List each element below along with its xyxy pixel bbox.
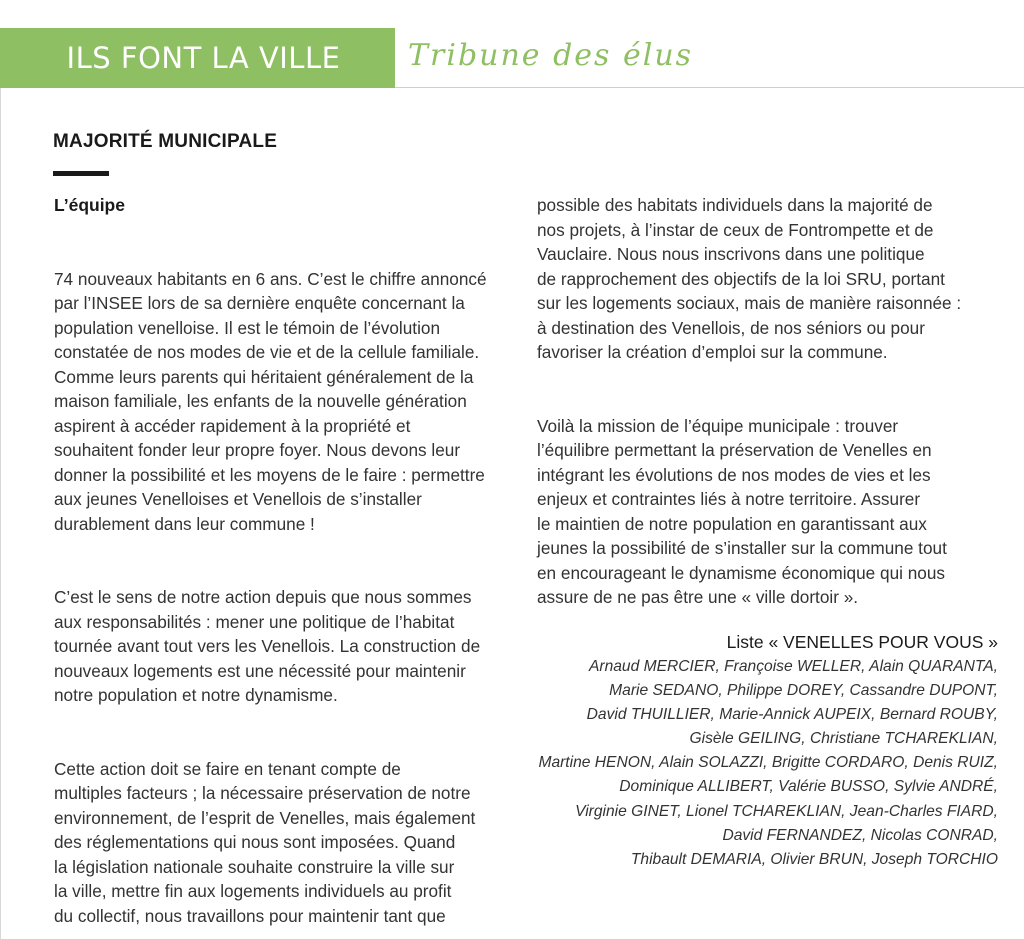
text-line: nos projets, à l’instar de ceux de Fontrompette et de bbox=[537, 219, 934, 240]
text-line: Vauclaire. Nous nous inscrivons dans une politique bbox=[537, 244, 925, 264]
text-line: David FERNANDEZ, Nicolas CONRAD, bbox=[722, 826, 998, 844]
text-line: aux responsabilités : mener une politique de l’habitat bbox=[54, 611, 455, 632]
text-line: tournée avant tout vers les Venellois. La construction de bbox=[54, 636, 481, 656]
text-line: intégrant les évolutions de nos modes de vies et les bbox=[537, 464, 931, 485]
text-line: la législation nationale souhaite construire la ville sur bbox=[54, 856, 455, 877]
right-column bbox=[537, 193, 987, 610]
text-line: Virginie GINET, Lionel TCHAREKLIAN, Jean-Charles FIARD, bbox=[575, 802, 998, 820]
text-line: la ville, mettre fin aux logements individuels au profit bbox=[54, 881, 452, 901]
text-line: Dominique ALLIBERT, Valérie BUSSO, Sylvie ANDRÉ, bbox=[619, 778, 998, 796]
text-line: Cette action doit se faire en tenant compte de bbox=[54, 758, 401, 779]
text-line: de rapprochement des objectifs de la loi SRU, portant bbox=[537, 268, 945, 289]
left-paragraph-3 bbox=[54, 757, 524, 929]
text-line: assure de ne pas être une « ville dortoir ». bbox=[537, 587, 859, 607]
right-paragraph-1 bbox=[537, 193, 987, 365]
left-paragraph-1 bbox=[54, 267, 524, 537]
text-line: Comme leurs parents qui héritaient généralement de la bbox=[54, 366, 474, 387]
team-title: L’équipe bbox=[54, 195, 125, 215]
text-line: enjeux et contraintes liés à notre territoire. Assurer bbox=[537, 489, 921, 509]
text-line: jeunes la possibilité de s’installer sur la commune tout bbox=[537, 538, 947, 558]
text-line: Voilà la mission de l’équipe municipale : trouver bbox=[537, 415, 899, 436]
text-line: Martine HENON, Alain SOLAZZI, Brigitte CORDARO, Denis RUIZ, bbox=[538, 754, 998, 772]
left-paragraph-2 bbox=[54, 585, 524, 708]
header-band bbox=[0, 28, 395, 88]
signature-block bbox=[538, 630, 998, 872]
text-line: David THUILLIER, Marie-Annick AUPEIX, Bernard ROUBY, bbox=[586, 706, 998, 724]
text-line: maison familiale, les enfants de la nouvelle génération bbox=[54, 391, 467, 411]
list-title: Liste « VENELLES POUR VOUS » bbox=[726, 632, 998, 652]
text-line: nouveaux logements est une nécessité pour maintenir bbox=[54, 660, 466, 681]
text-line: aux jeunes Venelloises et Venellois de s’installer bbox=[54, 489, 422, 509]
text-line: par l’INSEE lors de sa dernière enquête concernant la bbox=[54, 293, 465, 313]
text-line: Thibault DEMARIA, Olivier BRUN, Joseph TORCHIO bbox=[630, 850, 998, 868]
text-line: Marie SEDANO, Philippe DOREY, Cassandre DUPONT, bbox=[609, 682, 998, 700]
left-column bbox=[54, 193, 524, 928]
text-line: Gisèle GEILING, Christiane TCHAREKLIAN, bbox=[689, 730, 998, 748]
text-line: aspirent à accéder rapidement à la propriété et bbox=[54, 415, 411, 436]
text-line: environnement, de l’esprit de Venelles, mais également bbox=[54, 807, 476, 828]
text-line: durablement dans leur commune ! bbox=[54, 513, 315, 534]
text-line: Arnaud MERCIER, Françoise WELLER, Alain QUARANTA, bbox=[588, 658, 998, 675]
header-subtitle: Tribune des élus bbox=[408, 38, 694, 73]
text-line: donner la possibilité et les moyens de le faire : permettre bbox=[54, 464, 485, 485]
header-title: ILS FONT LA VILLE bbox=[66, 41, 341, 75]
page-edge-line bbox=[0, 88, 1, 939]
text-line: constatée de nos modes de vie et de la cellule familiale. bbox=[54, 342, 480, 362]
text-line: favoriser la création d’emploi sur la commune. bbox=[537, 342, 888, 362]
text-line: à destination des Venellois, de nos séniors ou pour bbox=[537, 317, 925, 338]
text-line: souhaitent fonder leur propre foyer. Nous devons leur bbox=[54, 440, 461, 460]
text-line: sur les logements sociaux, mais de manière raisonnée : bbox=[537, 293, 962, 313]
text-line: 74 nouveaux habitants en 6 ans. C’est le chiffre annoncé bbox=[54, 268, 487, 289]
section-title: MAJORITÉ MUNICIPALE bbox=[53, 131, 278, 152]
signatory-names bbox=[538, 655, 998, 872]
text-line: population venelloise. Il est le témoin de l’évolution bbox=[54, 317, 441, 338]
text-line: multiples facteurs ; la nécessaire préservation de notre bbox=[54, 783, 471, 803]
text-line: possible des habitats individuels dans la majorité de bbox=[537, 195, 933, 215]
text-line: des réglementations qui nous sont imposées. Quand bbox=[54, 832, 456, 852]
text-line: l’équilibre permettant la préservation de Venelles en bbox=[537, 440, 932, 460]
text-line: du collectif, nous travaillons pour maintenir tant que bbox=[54, 905, 446, 926]
text-line: notre population et notre dynamisme. bbox=[54, 685, 338, 705]
section-title-rule bbox=[53, 171, 109, 176]
text-line: C’est le sens de notre action depuis que nous sommes bbox=[54, 587, 472, 607]
header-divider bbox=[395, 87, 1024, 88]
text-line: en encourageant le dynamisme économique qui nous bbox=[537, 562, 945, 583]
text-line: le maintien de notre population en garantissant aux bbox=[537, 513, 927, 534]
right-paragraph-2 bbox=[537, 414, 987, 610]
